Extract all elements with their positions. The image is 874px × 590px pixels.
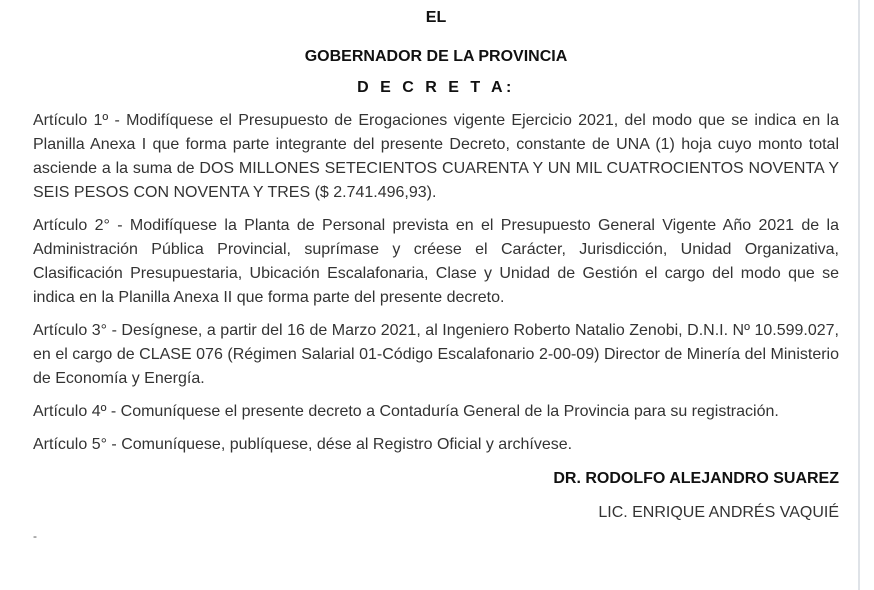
header-decreta: D E C R E T A: xyxy=(357,79,515,96)
header-governor: GOBERNADOR DE LA PROVINCIA xyxy=(304,48,568,65)
page-edge-divider xyxy=(858,0,860,590)
signature-governor: DR. RODOLFO ALEJANDRO SUAREZ xyxy=(553,470,839,487)
article-1: Artículo 1º - Modifíquese el Presupuesto de Erogaciones vigente Ejercicio 2021, del modo que se indica en la Planilla Anexa I que forma parte integrante del presente Decreto, constante de UNA (1) hoja cuyo monto total asciende a la suma de DOS MILLONES SETECIENTOS CUARENTA Y UN MIL CUATROCIENTOS NOVENTA Y SEIS PESOS CON NOVENTA Y TRES ($ 2.741.496,93). xyxy=(33,112,839,201)
article-5: Artículo 5° - Comuníquese, publíquese, dése al Registro Oficial y archívese. xyxy=(33,436,573,453)
trailing-dash: - xyxy=(33,529,37,543)
decree-document xyxy=(33,0,839,543)
article-4: Artículo 4º - Comuníquese el presente decreto a Contaduría General de la Provincia para su registración. xyxy=(33,403,779,420)
article-3: Artículo 3° - Desígnese, a partir del 16 de Marzo 2021, al Ingeniero Roberto Natalio Zenobi, D.N.I. Nº 10.599.027, en el cargo de CLASE 076 (Régimen Salarial 01-Código Escalafonario 2-00-09) Director de Minería del Ministerio de Economía y Energía. xyxy=(33,322,839,387)
article-2: Artículo 2° - Modifíquese la Planta de Personal prevista en el Presupuesto General Vigente Año 2021 de la Administración Pública Provincial, suprímase y créese el Carácter, Jurisdicción, Unidad Organizativa, Clasificación Presupuestaria, Ubicación Escalafonaria, Clase y Unidad de Gestión el cargo del modo que se indica en la Planilla Anexa II que forma parte del presente decreto. xyxy=(33,217,839,306)
header-el: EL xyxy=(425,9,447,26)
signature-minister: LIC. ENRIQUE ANDRÉS VAQUIÉ xyxy=(598,504,839,521)
